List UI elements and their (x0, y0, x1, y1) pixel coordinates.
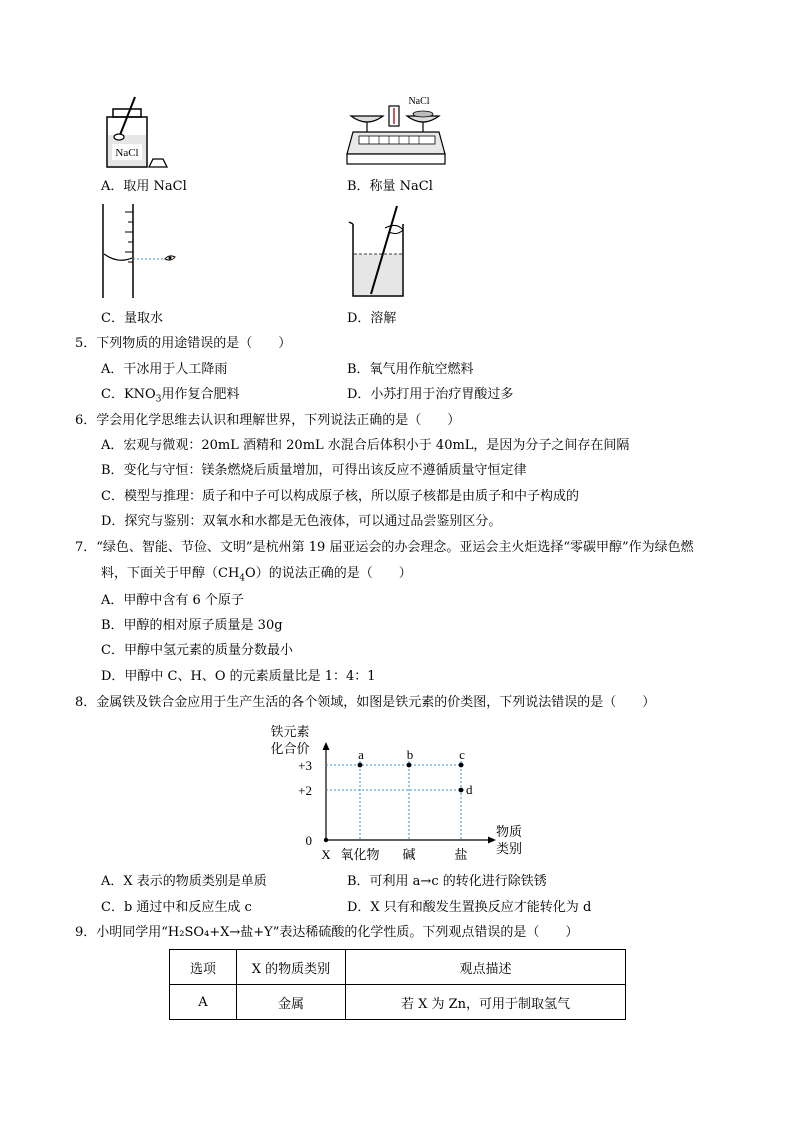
table-cell: 若 X 为 Zn，可用于制取氢气 (346, 985, 626, 1020)
fig-dissolve (345, 204, 425, 304)
q8-stem: 8．金属铁及铁合金应用于生产生活的各个领域，如图是铁元素的价类图，下列说法错误的是（ ） (75, 695, 656, 710)
q8-option-c: C．b 通过中和反应生成 c (101, 900, 252, 915)
data-point-d (459, 788, 464, 793)
y-tick-label: 0 (305, 833, 312, 848)
q8-option-d: D．X 只有和酸发生置换反应才能转化为 d (347, 900, 592, 915)
y-axis-title-line2: 化合价 (270, 741, 310, 756)
q5-option-c (101, 387, 239, 408)
fig-measure-water (95, 202, 185, 302)
caption-measure-water: C．量取水 (101, 311, 163, 326)
caption-weigh-nacl: B．称量 NaCl (347, 179, 433, 194)
q8-option-a: A．X 表示的物质类别是单质 (101, 874, 267, 889)
data-point-b (407, 763, 412, 768)
q7-stem-rest: O）的说法正确的是（ ） (245, 566, 412, 581)
q5-option-c-sub: 3 (155, 394, 162, 405)
caption-dissolve: D．溶解 (347, 311, 397, 326)
caption-take-nacl: A．取用 NaCl (101, 179, 187, 194)
q6-option-a: A．宏观与微观：20mL 酒精和 20mL 水混合后体积小于 40mL，是因为分子之间存在间隔 (101, 438, 630, 453)
table-cell: 金属 (237, 985, 346, 1020)
data-point-x (324, 838, 328, 842)
q7-option-b: B．甲醇的相对原子质量是 30g (101, 618, 283, 633)
data-point-a (358, 763, 363, 768)
q5-option-c-rest: 用作复合肥料 (161, 387, 240, 402)
q9-table (169, 949, 626, 1020)
y-tick-label: +2 (298, 783, 312, 798)
y-axis-title-line1: 铁元素 (270, 724, 310, 739)
fig-weigh-nacl (345, 92, 455, 172)
table-row (170, 985, 626, 1020)
q7-stem-line1: 7．“绿色、智能、节俭、文明”是杭州第 19 届亚运会的办会理念。亚运会主火炬选择“零碳甲醇”作为绿色燃 (75, 540, 694, 555)
nacl-label-b: NaCl (408, 96, 430, 107)
q5-option-b: B．氧气用作航空燃料 (347, 362, 474, 377)
q7-stem-sub: 4 (239, 573, 246, 584)
x-tick-label: 碱 (402, 847, 416, 862)
q7-stem-line2 (101, 566, 412, 587)
point-label-c: c (459, 747, 465, 762)
q5-option-c-text: C．KNO (101, 387, 156, 402)
q9-stem: 9．小明同学用“H₂SO₄+X→盐+Y”表达稀硫酸的化学性质。下列观点错误的是（ ） (75, 925, 579, 940)
q5-option-d: D．小苏打用于治疗胃酸过多 (347, 387, 514, 402)
x-axis-title-line2: 类别 (495, 841, 523, 856)
data-point-c (459, 763, 464, 768)
table-header-cell: X 的物质类别 (237, 950, 346, 985)
q6-stem: 6．学会用化学思维去认识和理解世界，下列说法正确的是（ ） (75, 413, 461, 428)
table-header-cell: 观点描述 (346, 950, 626, 985)
x-axis-title-line1: 物质 (495, 824, 523, 839)
q6-option-c: C．模型与推理：质子和中子可以构成原子核，所以原子核都是由质子和中子构成的 (101, 489, 579, 504)
valence-class-chart (260, 718, 530, 863)
table-header-row (170, 950, 626, 985)
q7-stem-text: 料，下面关于甲醇（CH (101, 566, 240, 581)
x-tick-label: 氧化物 (340, 847, 380, 862)
nacl-label-a: NaCl (115, 147, 139, 159)
q5-stem: 5．下列物质的用途错误的是（ ） (75, 336, 292, 351)
x-tick-label: 盐 (454, 847, 468, 862)
q6-option-b: B．变化与守恒：镁条燃烧后质量增加，可得出该反应不遵循质量守恒定律 (101, 463, 527, 478)
q7-option-c: C．甲醇中氢元素的质量分数最小 (101, 643, 293, 658)
point-label-a: a (358, 747, 364, 762)
y-tick-label: +3 (298, 758, 312, 773)
q7-option-a: A．甲醇中含有 6 个原子 (101, 593, 244, 608)
q5-option-a: A．干冰用于人工降雨 (101, 362, 228, 377)
q6-option-d: D．探究与鉴别：双氧水和水都是无色液体，可以通过品尝鉴别区分。 (101, 514, 502, 529)
point-label-b: b (406, 747, 414, 762)
x-tick-label: X (321, 847, 331, 862)
point-label-d: d (466, 782, 473, 797)
q8-option-b: B．可利用 a→c 的转化进行除铁锈 (347, 874, 547, 889)
q7-option-d: D．甲醇中 C、H、O 的元素质量比是 1：4：1 (101, 669, 376, 684)
fig-take-nacl (95, 95, 185, 175)
table-cell: A (170, 985, 237, 1020)
table-header-cell: 选项 (170, 950, 237, 985)
